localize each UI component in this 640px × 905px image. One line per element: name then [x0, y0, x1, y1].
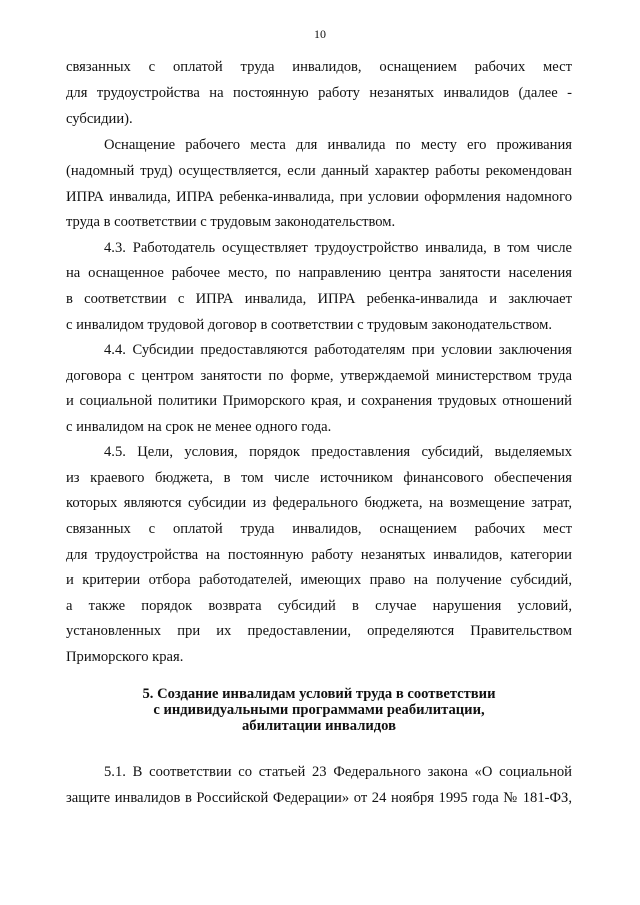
- paragraph-line: установленных при их предоставлении, определяются Правительством: [66, 623, 572, 639]
- paragraph-line: связанных с оплатой труда инвалидов, оснащением рабочих мест: [66, 521, 572, 537]
- paragraph-line: которых являются субсидии из федерального бюджета, на возмещение затрат,: [66, 495, 572, 511]
- paragraph-line: на оснащенное рабочее место, по направлению центра занятости населения: [66, 265, 572, 281]
- paragraph-line: и социальной политики Приморского края, и сохранения трудовых отношений: [66, 393, 572, 409]
- paragraph-line: труда в соответствии с трудовым законодательством.: [66, 214, 396, 230]
- paragraph-line: с инвалидом трудовой договор в соответствии с трудовым законодательством.: [66, 317, 553, 333]
- paragraph-line: из краевого бюджета, в том числе источником финансового обеспечения: [66, 470, 572, 486]
- paragraph-line: для трудоустройства на постоянную работу незанятых инвалидов (далее -: [66, 85, 572, 101]
- paragraph-line: Оснащение рабочего места для инвалида по месту его проживания: [104, 137, 572, 153]
- section-heading: 5. Создание инвалидам условий труда в соответствии: [142, 686, 496, 702]
- paragraph-line: в соответствии с ИПРА инвалида, ИПРА ребенка-инвалида и заключает: [66, 291, 572, 307]
- section-heading: абилитации инвалидов: [241, 718, 397, 734]
- section-heading: с индивидуальными программами реабилитации,: [153, 702, 485, 718]
- paragraph-line: а также порядок возврата субсидий в случае нарушения условий,: [66, 598, 572, 614]
- paragraph-line: для трудоустройства на постоянную работу незанятых инвалидов, категории: [66, 547, 572, 563]
- paragraph-line: связанных с оплатой труда инвалидов, оснащением рабочих мест: [66, 59, 572, 75]
- paragraph-line: (надомный труд) осуществляется, если данный характер работы рекомендован: [66, 163, 572, 179]
- paragraph-line: 4.3. Работодатель осуществляет трудоустройство инвалида, в том числе: [104, 240, 572, 256]
- paragraph-line: и критерии отбора работодателей, имеющих право на получение субсидий,: [66, 572, 572, 588]
- paragraph-line: Приморского края.: [66, 649, 184, 665]
- paragraph-line: с инвалидом на срок не менее одного года.: [66, 419, 332, 435]
- page-number: 10: [314, 27, 326, 41]
- paragraph-line: ИПРА инвалида, ИПРА ребенка-инвалида, при условии оформления надомного: [66, 189, 572, 205]
- paragraph-line: субсидии).: [66, 111, 133, 127]
- paragraph-line: договора с центром занятости по форме, утверждаемой министерством труда: [66, 368, 572, 384]
- paragraph-line: 4.5. Цели, условия, порядок предоставления субсидий, выделяемых: [104, 444, 572, 460]
- paragraph-line: 5.1. В соответствии со статьей 23 Федерального закона «О социальной: [104, 764, 572, 780]
- paragraph-line: защите инвалидов в Российской Федерации» от 24 ноября 1995 года № 181-ФЗ,: [66, 790, 572, 806]
- paragraph-line: 4.4. Субсидии предоставляются работодателям при условии заключения: [104, 342, 572, 358]
